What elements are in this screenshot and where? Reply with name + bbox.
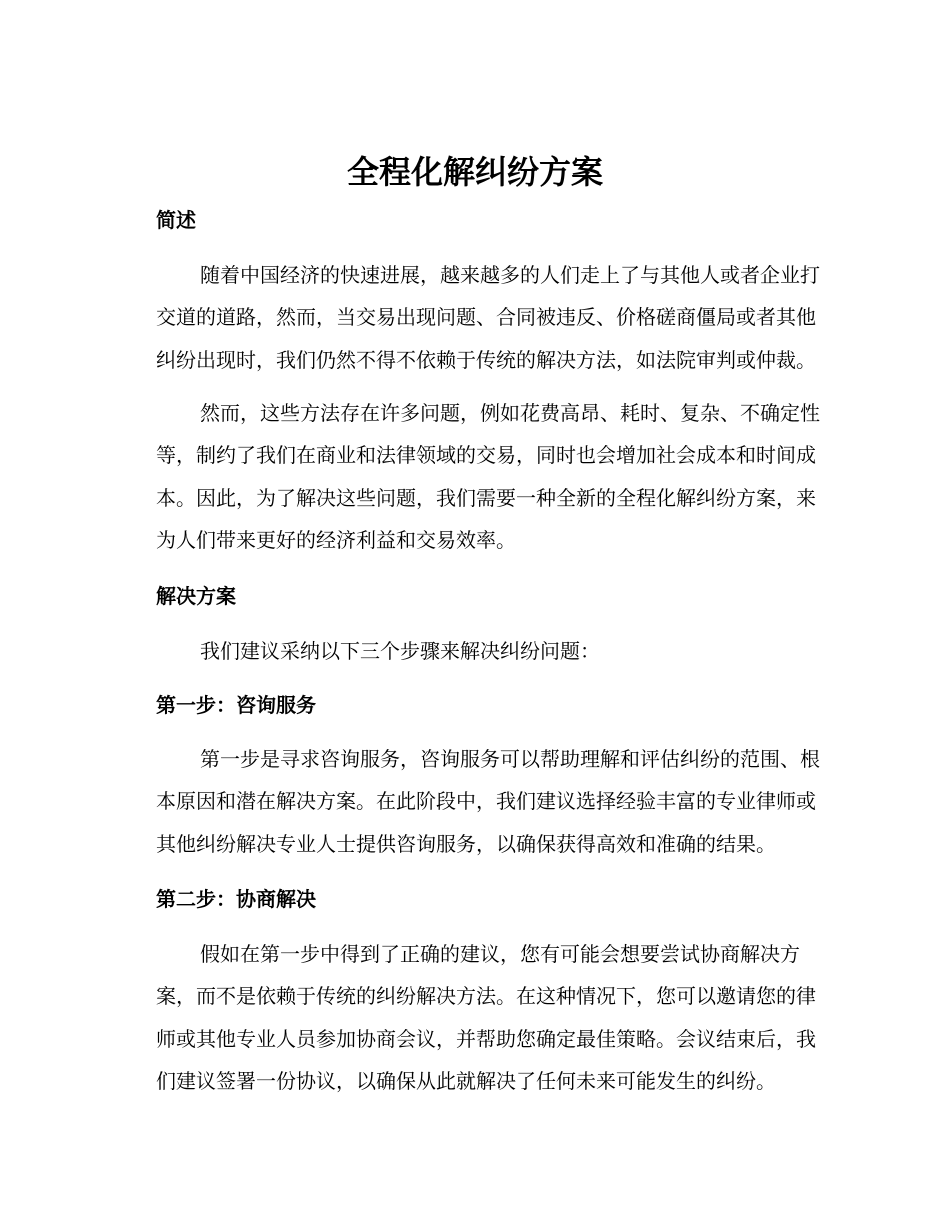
paragraph-line: 纠纷出现时，我们仍然不得不依赖于传统的解决方法，如法院审判或仲裁。	[156, 347, 816, 372]
solution-intro-paragraph	[112, 630, 830, 672]
section-heading-solution: 解决方案	[156, 584, 236, 608]
step1-paragraph	[112, 738, 830, 865]
overview-paragraph-1	[112, 254, 830, 381]
paragraph-line: 然而，这些方法存在许多问题，例如花费高昂、耗时、复杂、不确定性	[200, 401, 820, 425]
step2-paragraph	[112, 933, 830, 1103]
paragraph-line: 为人们带来更好的经济利益和交易效率。	[156, 528, 516, 553]
paragraph-line: 假如在第一步中得到了正确的建议，您有可能会想要尝试协商解决方	[200, 942, 800, 966]
paragraph-line: 们建议签署一份协议，以确保从此就解决了任何未来可能发生的纠纷。	[156, 1069, 776, 1094]
paragraph-line: 交道的道路，然而，当交易出现问题、合同被违反、价格磋商僵局或者其他	[156, 305, 816, 330]
paragraph-line: 第一步是寻求咨询服务，咨询服务可以帮助理解和评估纠纷的范围、根	[200, 747, 820, 771]
step2-heading: 第二步：协商解决	[156, 887, 316, 911]
paragraph-line: 本原因和潜在解决方案。在此阶段中，我们建议选择经验丰富的专业律师或	[156, 789, 816, 814]
paragraph-line: 本。因此，为了解决这些问题，我们需要一种全新的全程化解纠纷方案，来	[156, 485, 816, 510]
step1-heading: 第一步：咨询服务	[156, 693, 316, 717]
paragraph-line: 师或其他专业人员参加协商会议，并帮助您确定最佳策略。会议结束后，我	[156, 1026, 816, 1051]
paragraph-line: 我们建议采纳以下三个步骤来解决纠纷问题：	[200, 639, 600, 663]
paragraph-line: 其他纠纷解决专业人士提供咨询服务，以确保获得高效和准确的结果。	[156, 831, 776, 856]
paragraph-line: 案，而不是依赖于传统的纠纷解决方法。在这种情况下，您可以邀请您的律	[156, 984, 816, 1009]
paragraph-line: 随着中国经济的快速进展，越来越多的人们走上了与其他人或者企业打	[200, 263, 820, 287]
paragraph-line: 等，制约了我们在商业和法律领域的交易，同时也会增加社会成本和时间成	[156, 443, 816, 468]
section-heading-overview: 简述	[156, 208, 196, 232]
document-title: 全程化解纠纷方案	[346, 153, 603, 191]
overview-paragraph-2	[112, 392, 830, 562]
